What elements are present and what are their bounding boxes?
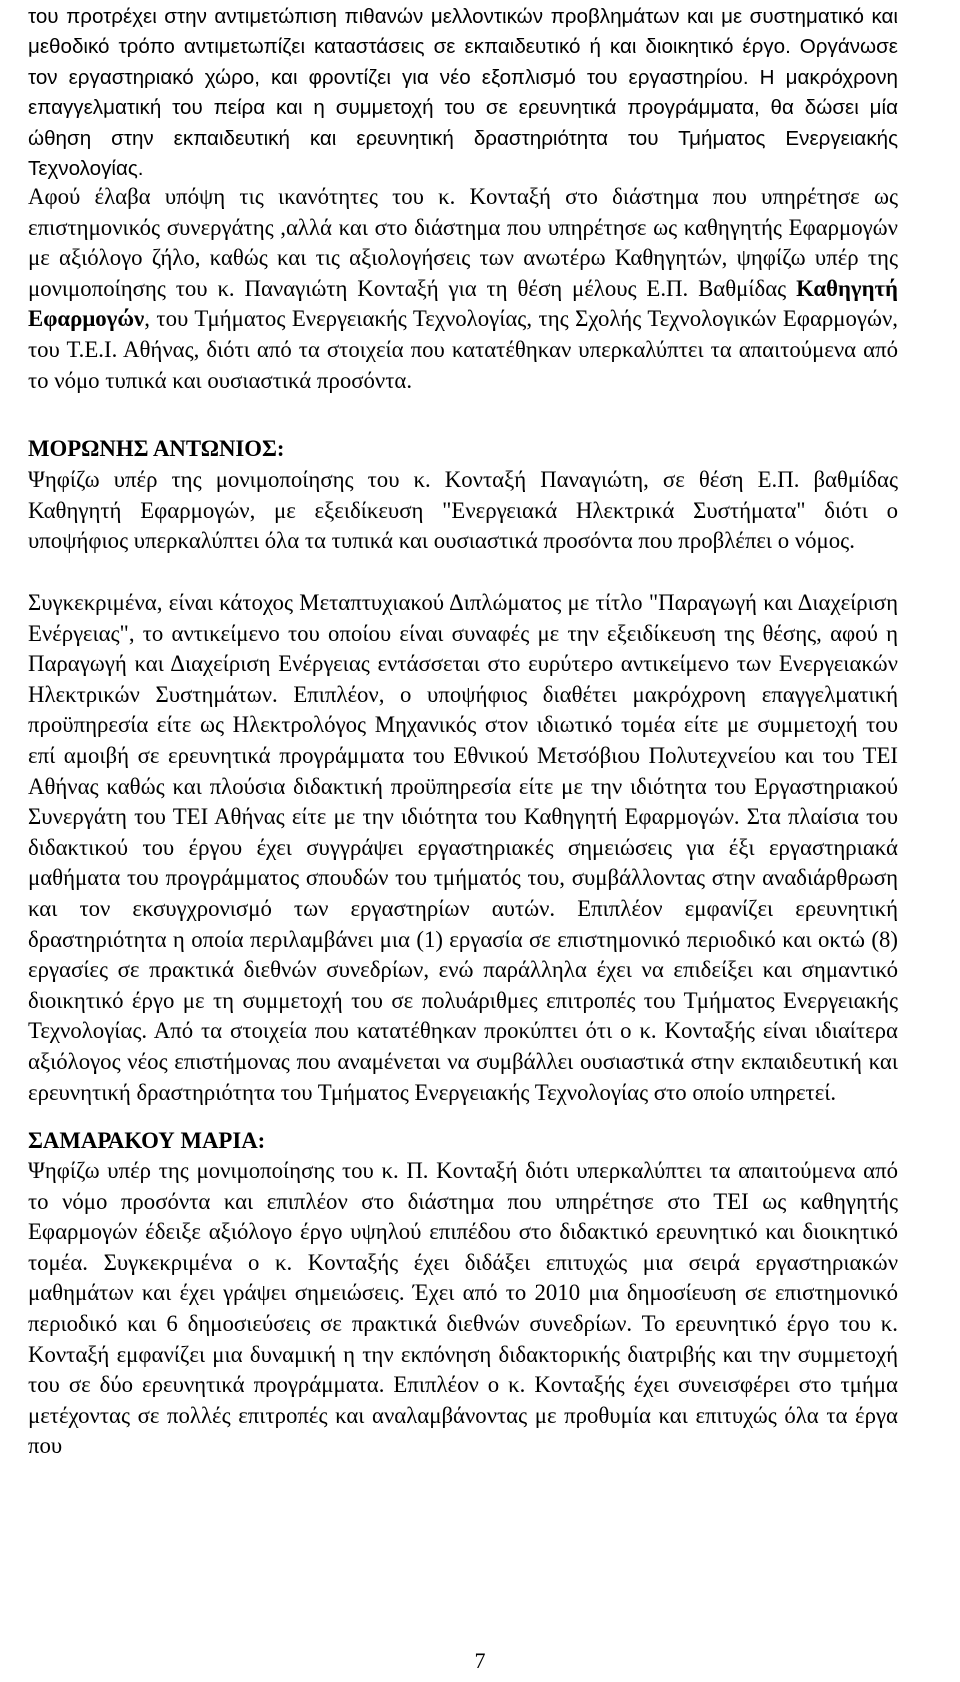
- paragraph-2-bold-title: Καθηγητή Εφαρμογών: [28, 275, 898, 332]
- section-heading-moronis: ΜΟΡΩΝΗΣ ΑΝΤΩΝΙΟΣ:: [28, 436, 285, 461]
- paragraph-5: Ψηφίζω υπέρ της μονιμοποίησης του κ. Π. Κονταξή διότι υπερκαλύπτει τα απαιτούμενα από το νόμο προσόντα και επιπλέον στο διάστημα που υπηρέτησε στο ΤΕΙ ως καθηγητής Εφαρμογών έδειξε αξιόλογο έργο υψηλού επιπέδου στο διδακτικό ερευνητικό και διοικητικό τομέα. Συγκεκριμένα ο κ. Κονταξής έχει διδάξει επιτυχώς μια σειρά εργαστηριακών μαθημάτων και έχει γράψει σημειώσεις. Έχει από το 2010 μια δημοσίευση σε επιστημονικό περιοδικό και 6 δημοσιεύσεις σε πρακτικά διεθνών συνεδρίων. Το ερευνητικό έργο του κ. Κονταξή εμφανίζει μια δυναμική η την εκπόνηση διδακτορικής διατριβής και την συμμετοχή του σε δύο ερευνητικά προγράμματα. Επιπλέον ο κ. Κονταξής έχει συνεισφέρει στο τμήμα μετέχοντας σε πολλές επιτροπές και αναλαμβάνοντας με προθυμία και επιτυχώς όλα τα έργα που: [28, 1158, 898, 1459]
- paragraph-2-text-after: , του Τμήματος Ενεργειακής Τεχνολογίας, της Σχολής Τεχνολογικών Εφαρμογών, του Τ.Ε.Ι. Αθήνας, διότι από τα στοιχεία που κατατέθηκαν υπερκαλύπτει τα απαιτούμενα από το νόμο τυπικά και ουσιαστικά προσόντα.: [28, 306, 898, 393]
- paragraph-1: του προτρέχει στην αντιμετώπιση πιθανών μελλοντικών προβλημάτων και με συστηματικό και μεθοδικό τρόπο αντιμετωπίζει καταστάσεις σε εκπαιδευτικό ή και διοικητικό έργο. Οργάνωσε τον εργαστηριακό χώρο, και φροντίζει για νέο εξοπλισμό του εργαστηρίου. Η μακρόχρονη επαγγελματική του πείρα και η συμμετοχή του σε ερευνητικά προγράμματα, θα δώσει μία ώθηση στην εκπαιδευτική και ερευνητική δραστηριότητα του Τμήματος Ενεργειακής Τεχνολογίας.: [28, 5, 898, 181]
- page-number: 7: [474, 1648, 486, 1673]
- paragraph-2-text-before: Αφού έλαβα υπόψη τις ικανότητες του κ. Κονταξή στο διάστημα που υπηρέτησε ως επιστημονικός συνεργάτης ,αλλά και στο διάστημα που υπηρέτησε ως καθηγητής Εφαρμογών με αξιόλογο ζήλο, καθώς και τις αξιολογήσεις των ανωτέρω Καθηγητών, ψηφίζω υπέρ της μονιμοποίησης του κ. Παναγιώτη Κονταξή για τη θέση μέλους Ε.Π. Βαθμίδας: [28, 184, 898, 301]
- section-heading-samarakou: ΣΑΜΑΡΑΚΟΥ ΜΑΡΙΑ:: [28, 1128, 266, 1153]
- paragraph-4: Συγκεκριμένα, είναι κάτοχος Μεταπτυχιακού Διπλώματος με τίτλο "Παραγωγή και Διαχείριση Ενέργειας", το αντικείμενο του οποίου είναι συναφές με την εξειδίκευση της θέσης, αφού η Παραγωγή και Διαχείριση Ενέργειας εντάσσεται στο ευρύτερο αντικείμενο των Ενεργειακών Ηλεκτρικών Συστημάτων. Επιπλέον, ο υποψήφιος διαθέτει μακρόχρονη επαγγελματική προϋπηρεσία είτε ως Ηλεκτρολόγος Μηχανικός στον ιδιωτικό τομέα είτε με συμμετοχή του επί αμοιβή σε ερευνητικά προγράμματα του Εθνικού Μετσόβιου Πολυτεχνείου και του ΤΕΙ Αθήνας καθώς και πλούσια διδακτική προϋπηρεσία είτε με την ιδιότητα του Εργαστηριακού Συνεργάτη του ΤΕΙ Αθήνας είτε με την ιδιότητα του Καθηγητή Εφαρμογών. Στα πλαίσια του διδακτικού του έργου έχει συγγράψει εργαστηριακές σημειώσεις για έξι εργαστηριακά μαθήματα του προγράμματος σπουδών του τμήματός του, συμβάλλοντας στην αναδιάρθρωση και τον εκσυγχρονισμό των εργαστηρίων αυτών. Επιπλέον εμφανίζει ερευνητική δραστηριότητα η οποία περιλαμβάνει μια (1) εργασία σε επιστημονικό περιοδικό και οκτώ (8) εργασίες σε πρακτικά διεθνών συνεδρίων, ενώ παράλληλα έχει να επιδείξει και σημαντικό διοικητικό έργο με τη συμμετοχή του σε πολυάριθμες επιτροπές του Τμήματος Ενεργειακής Τεχνολογίας. Από τα στοιχεία που κατατέθηκαν προκύπτει ότι ο κ. Κονταξής είναι ιδιαίτερα αξιόλογος νέος επιστήμονας που αναμένεται να συμβάλλει ουσιαστικά στην εκπαιδευτική και ερευνητική δραστηριότητα του Τμήματος Ενεργειακής Τεχνολογίας στο οποίο υπηρετεί.: [28, 590, 898, 1105]
- paragraph-3: Ψηφίζω υπέρ της μονιμοποίησης του κ. Κονταξή Παναγιώτη, σε θέση Ε.Π. βαθμίδας Καθηγητή Εφαρμογών, με εξειδίκευση "Ενεργειακά Ηλεκτρικά Συστήματα" διότι ο υποψήφιος υπερκαλύπτει όλα τα τυπικά και ουσιαστικά προσόντα που προβλέπει ο νόμος.: [28, 467, 898, 554]
- paragraph-2: [28, 182, 898, 396]
